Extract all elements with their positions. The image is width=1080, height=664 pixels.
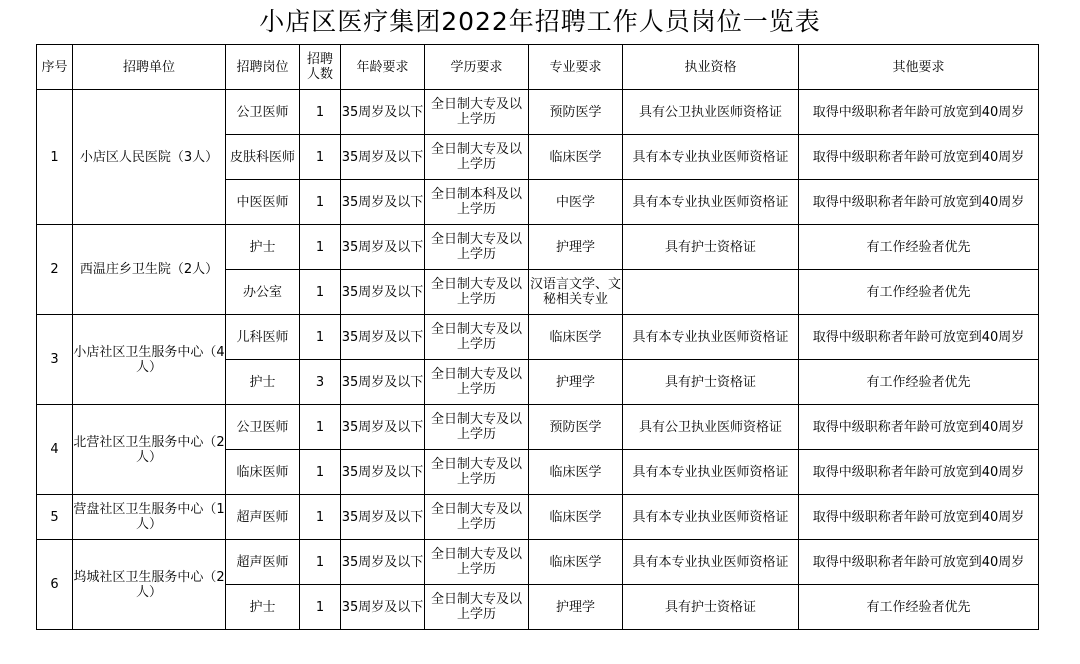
post-cell: 超声医师 xyxy=(226,495,300,540)
header-cell: 其他要求 xyxy=(799,45,1039,90)
unit-name: 营盘社区卫生服务中心（1人） xyxy=(73,495,226,540)
table-row xyxy=(37,405,1039,450)
unit-name: 小店区人民医院（3人） xyxy=(73,90,226,225)
unit-name: 小店社区卫生服务中心（4人） xyxy=(73,315,226,405)
unit-number: 3 xyxy=(37,315,73,405)
table-row xyxy=(37,90,1039,135)
major-cell: 预防医学 xyxy=(529,405,623,450)
education-cell: 全日制大专及以上学历 xyxy=(425,360,529,405)
age-cell: 35周岁及以下 xyxy=(341,495,425,540)
other-requirement-cell: 取得中级职称者年龄可放宽到40周岁 xyxy=(799,405,1039,450)
unit-name: 西温庄乡卫生院（2人） xyxy=(73,225,226,315)
major-cell: 中医学 xyxy=(529,180,623,225)
qualification-cell: 具有本专业执业医师资格证 xyxy=(623,180,799,225)
major-cell: 护理学 xyxy=(529,360,623,405)
education-cell: 全日制大专及以上学历 xyxy=(425,450,529,495)
count-cell: 1 xyxy=(300,225,341,270)
header-cell: 招聘岗位 xyxy=(226,45,300,90)
other-requirement-cell: 有工作经验者优先 xyxy=(799,360,1039,405)
major-cell: 护理学 xyxy=(529,585,623,630)
other-requirement-cell: 取得中级职称者年龄可放宽到40周岁 xyxy=(799,135,1039,180)
major-cell: 临床医学 xyxy=(529,315,623,360)
post-cell: 临床医师 xyxy=(226,450,300,495)
major-cell: 临床医学 xyxy=(529,540,623,585)
other-requirement-cell: 有工作经验者优先 xyxy=(799,225,1039,270)
header-cell: 执业资格 xyxy=(623,45,799,90)
table-row xyxy=(37,495,1039,540)
count-cell: 1 xyxy=(300,270,341,315)
post-cell: 护士 xyxy=(226,360,300,405)
count-cell: 1 xyxy=(300,495,341,540)
age-cell: 35周岁及以下 xyxy=(341,270,425,315)
count-cell: 1 xyxy=(300,450,341,495)
count-cell: 1 xyxy=(300,180,341,225)
post-cell: 护士 xyxy=(226,225,300,270)
education-cell: 全日制大专及以上学历 xyxy=(425,90,529,135)
post-cell: 公卫医师 xyxy=(226,90,300,135)
major-cell: 临床医学 xyxy=(529,495,623,540)
education-cell: 全日制大专及以上学历 xyxy=(425,225,529,270)
unit-number: 6 xyxy=(37,540,73,630)
age-cell: 35周岁及以下 xyxy=(341,405,425,450)
age-cell: 35周岁及以下 xyxy=(341,225,425,270)
education-cell: 全日制大专及以上学历 xyxy=(425,495,529,540)
qualification-cell: 具有护士资格证 xyxy=(623,225,799,270)
header-cell: 专业要求 xyxy=(529,45,623,90)
age-cell: 35周岁及以下 xyxy=(341,180,425,225)
other-requirement-cell: 有工作经验者优先 xyxy=(799,270,1039,315)
header-cell: 学历要求 xyxy=(425,45,529,90)
count-cell: 1 xyxy=(300,90,341,135)
education-cell: 全日制大专及以上学历 xyxy=(425,270,529,315)
education-cell: 全日制大专及以上学历 xyxy=(425,405,529,450)
age-cell: 35周岁及以下 xyxy=(341,90,425,135)
count-cell: 3 xyxy=(300,360,341,405)
qualification-cell: 具有本专业执业医师资格证 xyxy=(623,135,799,180)
header-cell: 招聘单位 xyxy=(73,45,226,90)
age-cell: 35周岁及以下 xyxy=(341,585,425,630)
education-cell: 全日制大专及以上学历 xyxy=(425,540,529,585)
qualification-cell: 具有本专业执业医师资格证 xyxy=(623,495,799,540)
unit-number: 4 xyxy=(37,405,73,495)
count-cell: 1 xyxy=(300,585,341,630)
qualification-cell: 具有护士资格证 xyxy=(623,585,799,630)
post-cell: 皮肤科医师 xyxy=(226,135,300,180)
education-cell: 全日制大专及以上学历 xyxy=(425,585,529,630)
other-requirement-cell: 取得中级职称者年龄可放宽到40周岁 xyxy=(799,315,1039,360)
table-body xyxy=(37,90,1039,630)
age-cell: 35周岁及以下 xyxy=(341,135,425,180)
qualification-cell: 具有本专业执业医师资格证 xyxy=(623,315,799,360)
unit-number: 5 xyxy=(37,495,73,540)
unit-name: 坞城社区卫生服务中心（2人） xyxy=(73,540,226,630)
unit-number: 2 xyxy=(37,225,73,315)
major-cell: 汉语言文学、文秘相关专业 xyxy=(529,270,623,315)
post-cell: 护士 xyxy=(226,585,300,630)
major-cell: 护理学 xyxy=(529,225,623,270)
table-row xyxy=(37,540,1039,585)
count-cell: 1 xyxy=(300,405,341,450)
qualification-cell: 具有本专业执业医师资格证 xyxy=(623,450,799,495)
education-cell: 全日制本科及以上学历 xyxy=(425,180,529,225)
other-requirement-cell: 取得中级职称者年龄可放宽到40周岁 xyxy=(799,450,1039,495)
other-requirement-cell: 取得中级职称者年龄可放宽到40周岁 xyxy=(799,180,1039,225)
other-requirement-cell: 取得中级职称者年龄可放宽到40周岁 xyxy=(799,495,1039,540)
post-cell: 办公室 xyxy=(226,270,300,315)
qualification-cell xyxy=(623,270,799,315)
qualification-cell: 具有公卫执业医师资格证 xyxy=(623,405,799,450)
qualification-cell: 具有公卫执业医师资格证 xyxy=(623,90,799,135)
header-cell: 招聘人数 xyxy=(300,45,341,90)
qualification-cell: 具有护士资格证 xyxy=(623,360,799,405)
other-requirement-cell: 取得中级职称者年龄可放宽到40周岁 xyxy=(799,540,1039,585)
count-cell: 1 xyxy=(300,135,341,180)
header-cell: 序号 xyxy=(37,45,73,90)
post-cell: 超声医师 xyxy=(226,540,300,585)
age-cell: 35周岁及以下 xyxy=(341,540,425,585)
major-cell: 临床医学 xyxy=(529,450,623,495)
table-header-row xyxy=(37,45,1039,90)
age-cell: 35周岁及以下 xyxy=(341,360,425,405)
other-requirement-cell: 取得中级职称者年龄可放宽到40周岁 xyxy=(799,90,1039,135)
recruitment-table xyxy=(36,44,1039,630)
count-cell: 1 xyxy=(300,540,341,585)
post-cell: 公卫医师 xyxy=(226,405,300,450)
unit-name: 北营社区卫生服务中心（2人） xyxy=(73,405,226,495)
other-requirement-cell: 有工作经验者优先 xyxy=(799,585,1039,630)
post-cell: 中医医师 xyxy=(226,180,300,225)
major-cell: 预防医学 xyxy=(529,90,623,135)
unit-number: 1 xyxy=(37,90,73,225)
page-title: 小店区医疗集团2022年招聘工作人员岗位一览表 xyxy=(259,7,821,36)
major-cell: 临床医学 xyxy=(529,135,623,180)
age-cell: 35周岁及以下 xyxy=(341,450,425,495)
education-cell: 全日制大专及以上学历 xyxy=(425,135,529,180)
table-row xyxy=(37,315,1039,360)
education-cell: 全日制大专及以上学历 xyxy=(425,315,529,360)
header-cell: 年龄要求 xyxy=(341,45,425,90)
age-cell: 35周岁及以下 xyxy=(341,315,425,360)
qualification-cell: 具有本专业执业医师资格证 xyxy=(623,540,799,585)
count-cell: 1 xyxy=(300,315,341,360)
table-row xyxy=(37,225,1039,270)
post-cell: 儿科医师 xyxy=(226,315,300,360)
